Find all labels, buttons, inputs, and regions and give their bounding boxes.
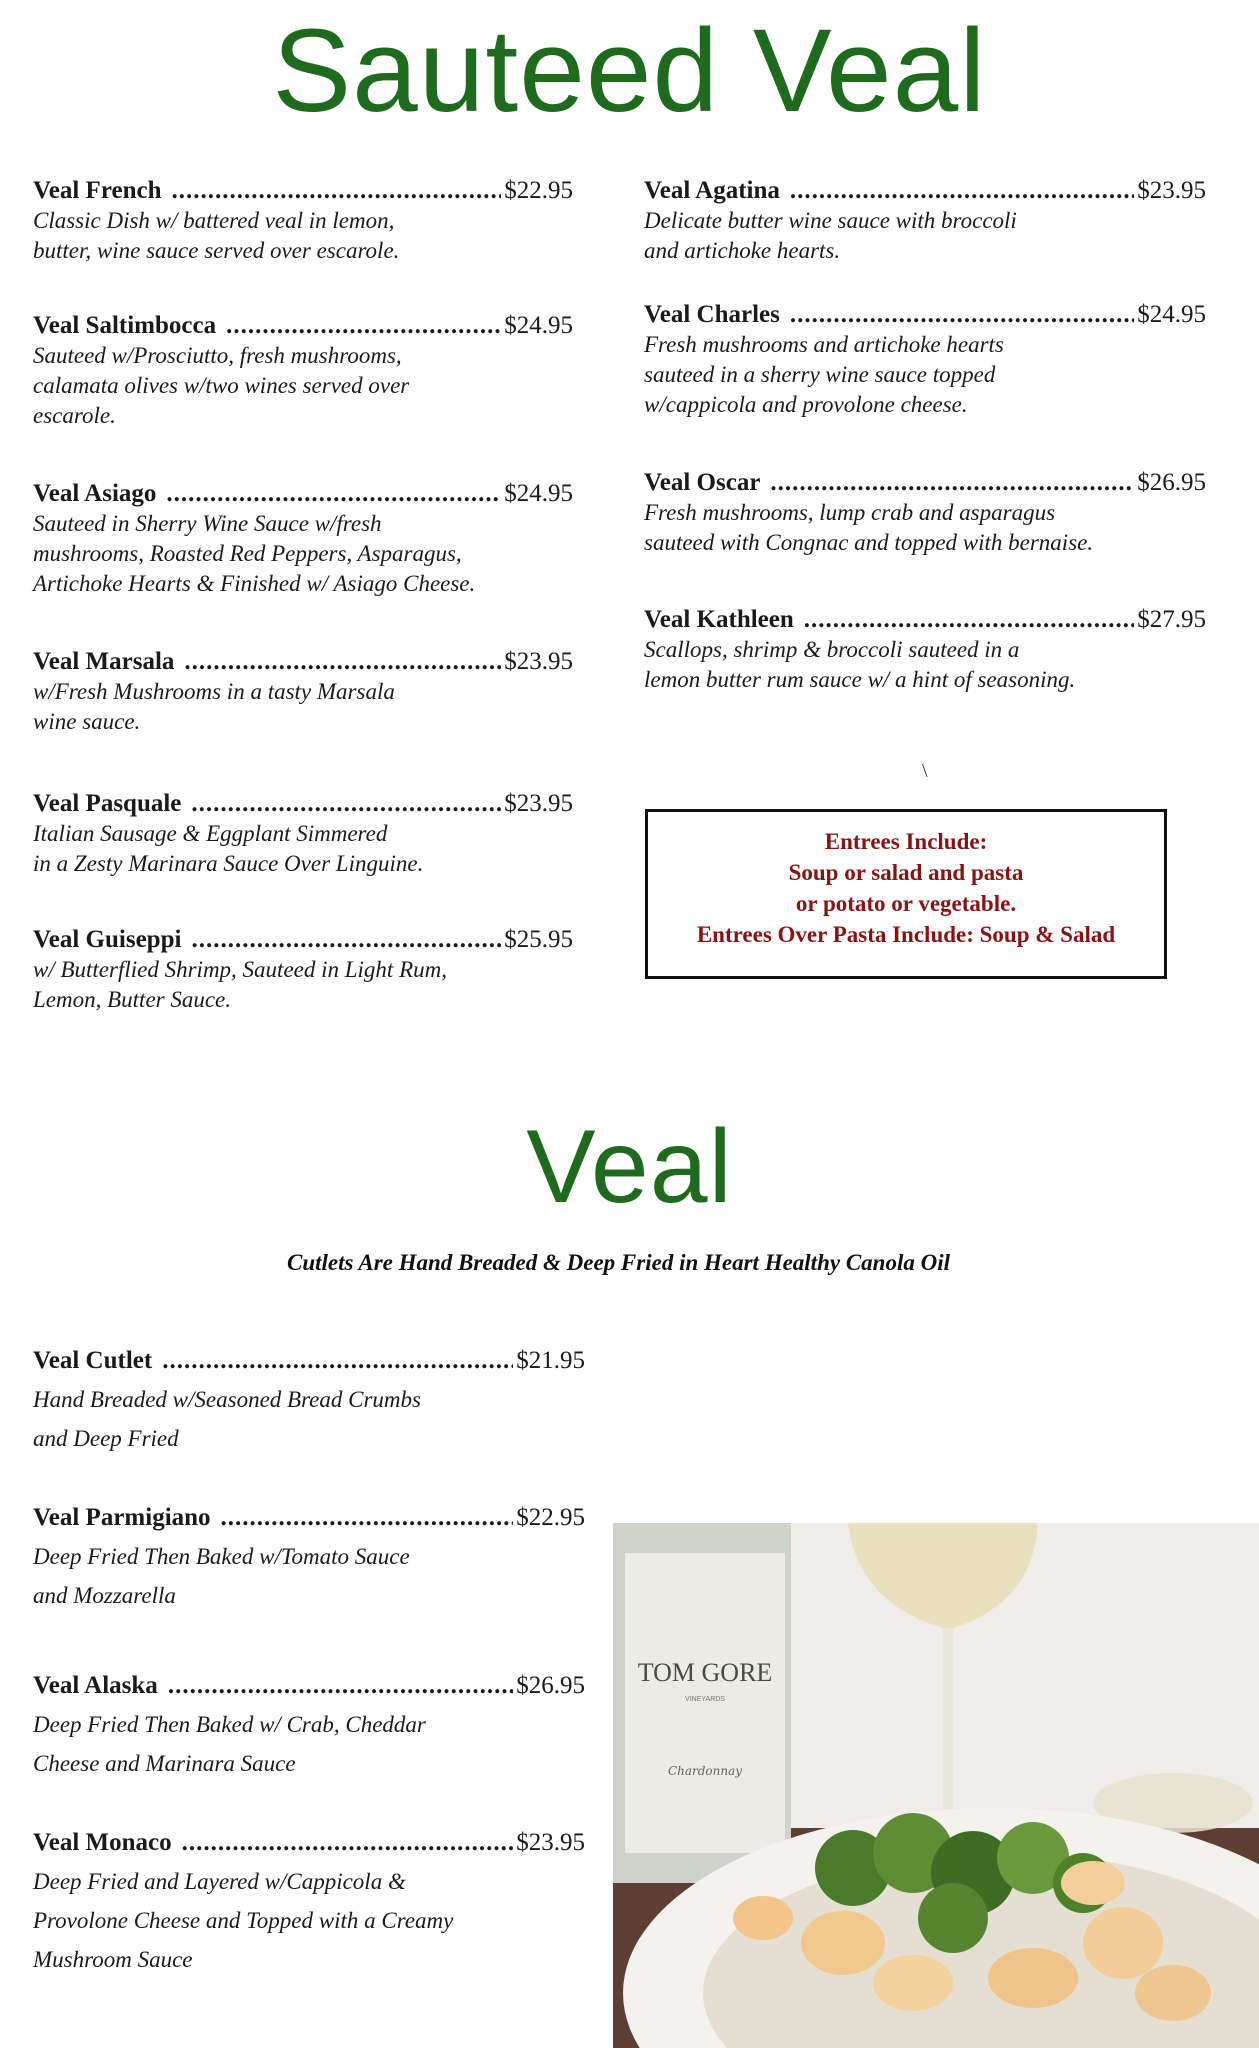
- item-name: Veal Charles: [644, 301, 780, 328]
- item-price: $24.95: [1137, 301, 1206, 328]
- food-photo: [613, 1523, 1259, 2048]
- item-description: Deep Fried and Layered w/Cappicola & Provolone Cheese and Topped with a Creamy Mushroom Sauce: [33, 1869, 454, 1972]
- item-description: Deep Fried Then Baked w/Tomato Sauce and Mozzarella: [33, 1544, 410, 1608]
- sauteed-veal-title: Sauteed Veal: [272, 5, 987, 137]
- menu-item-veal-agatina: [644, 176, 1206, 266]
- item-price: $27.95: [1137, 606, 1206, 633]
- item-description: Scallops, shrimp & broccoli sauteed in a lemon butter rum sauce w/ a hint of seasoning.: [644, 637, 1076, 692]
- menu-item-veal-saltimbocca: [33, 311, 573, 431]
- veal-subtitle: Cutlets Are Hand Breaded & Deep Fried in Heart Healthy Canola Oil: [287, 1250, 950, 1275]
- menu-item-veal-oscar: [644, 468, 1206, 558]
- item-price: $23.95: [1137, 177, 1206, 204]
- item-description: Sauteed w/Prosciutto, fresh mushrooms, calamata olives w/two wines served over escarole.: [33, 343, 410, 428]
- item-description: Classic Dish w/ battered veal in lemon, butter, wine sauce served over escarole.: [33, 208, 400, 263]
- item-price: $26.95: [516, 1672, 585, 1699]
- item-name: Veal Pasquale: [33, 790, 182, 817]
- item-price: $23.95: [516, 1829, 585, 1856]
- item-name: Veal Kathleen: [644, 606, 794, 633]
- item-price: $24.95: [504, 312, 573, 339]
- item-description: w/Fresh Mushrooms in a tasty Marsala wine sauce.: [33, 679, 395, 734]
- item-price: $23.95: [504, 790, 573, 817]
- item-name: Veal Alaska: [33, 1672, 158, 1699]
- item-price: $21.95: [516, 1347, 585, 1374]
- item-price: $23.95: [504, 648, 573, 675]
- menu-item-veal-monaco: [33, 1828, 585, 1979]
- item-description: Fresh mushrooms, lump crab and asparagus sauteed with Congnac and topped with bernaise.: [644, 500, 1094, 555]
- food-photo-illustration: [613, 1523, 1259, 2048]
- menu-item-veal-alaska: [33, 1671, 585, 1783]
- item-name: Veal Cutlet: [33, 1347, 153, 1374]
- item-description: Delicate butter wine sauce with broccoli and artichoke hearts.: [644, 208, 1017, 263]
- menu-item-veal-guiseppi: [33, 925, 573, 1015]
- menu-item-veal-french: [33, 176, 573, 266]
- bottle-script: Chardonnay: [667, 1764, 743, 1778]
- item-name: Veal Guiseppi: [33, 926, 182, 953]
- bottle-label: TOM GORE: [637, 1658, 773, 1687]
- item-price: $22.95: [504, 177, 573, 204]
- item-price: $24.95: [504, 480, 573, 507]
- item-description: Sauteed in Sherry Wine Sauce w/fresh mushrooms, Roasted Red Peppers, Asparagus, Artichoke Hearts & Finished w/ Asiago Cheese.: [33, 511, 476, 596]
- item-name: Veal Agatina: [644, 177, 780, 204]
- item-name: Veal Saltimbocca: [33, 312, 217, 339]
- menu-item-veal-cutlet: [33, 1346, 585, 1458]
- item-name: Veal Oscar: [644, 469, 761, 496]
- stray-mark: \: [922, 760, 928, 782]
- item-description: Fresh mushrooms and artichoke hearts sauteed in a sherry wine sauce topped w/cappicola and provolone cheese.: [644, 332, 1004, 417]
- menu-item-veal-kathleen: [644, 605, 1206, 695]
- item-name: Veal Marsala: [33, 648, 175, 675]
- item-price: $25.95: [504, 926, 573, 953]
- entrees-include-box: Entrees Include: Soup or salad and pasta or potato or vegetable. Entrees Over Pasta Include: Soup & Salad: [645, 809, 1167, 979]
- item-description: w/ Butterflied Shrimp, Sauteed in Light Rum, Lemon, Butter Sauce.: [33, 957, 447, 1012]
- menu-item-veal-charles: [644, 300, 1206, 420]
- menu-item-veal-parmigiano: [33, 1503, 585, 1615]
- item-description: Hand Breaded w/Seasoned Bread Crumbs and Deep Fried: [33, 1387, 421, 1451]
- item-description: Deep Fried Then Baked w/ Crab, Cheddar Cheese and Marinara Sauce: [33, 1712, 426, 1776]
- item-name: Veal French: [33, 177, 162, 204]
- menu-item-veal-asiago: [33, 479, 573, 599]
- item-description: Italian Sausage & Eggplant Simmered in a Zesty Marinara Sauce Over Linguine.: [33, 821, 424, 876]
- bottle-sublabel: VINEYARDS: [685, 1696, 725, 1703]
- menu-item-veal-pasquale: [33, 789, 573, 879]
- item-price: $22.95: [516, 1504, 585, 1531]
- item-price: $26.95: [1137, 469, 1206, 496]
- item-name: Veal Parmigiano: [33, 1504, 211, 1531]
- menu-item-veal-marsala: [33, 647, 573, 737]
- item-name: Veal Asiago: [33, 480, 157, 507]
- item-name: Veal Monaco: [33, 1829, 172, 1856]
- veal-title: Veal: [526, 1109, 733, 1225]
